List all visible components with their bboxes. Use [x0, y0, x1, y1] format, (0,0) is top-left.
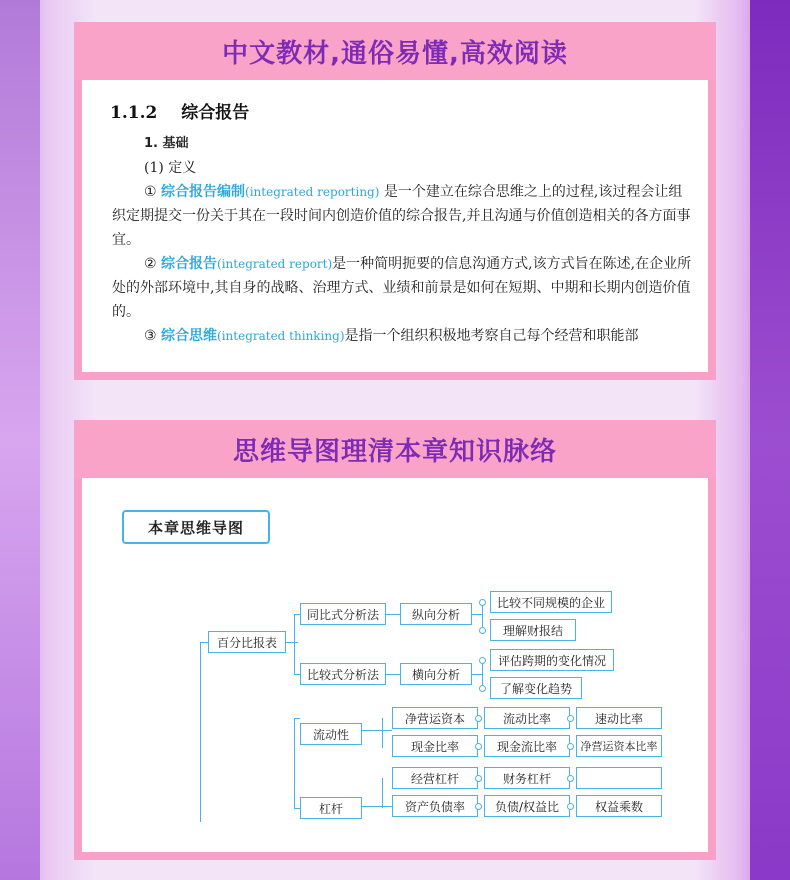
- metric-node: 现金比率: [392, 735, 478, 757]
- metric-node: 净营运资本比率: [576, 735, 662, 757]
- definition-text: 是一个建立在综合思维之上的过程,该过程会让组织定期提交一份关于其在一段时间内创造价值的综合报告,并且沟通与价值创造相关的各方面事宜。: [112, 184, 691, 248]
- node-compare1-child: 纵向分析: [400, 603, 472, 625]
- connector-line: [362, 730, 392, 731]
- item-marker: ②: [144, 256, 157, 272]
- subheading-definition: (1) 定义: [144, 160, 197, 176]
- term: 综合报告编制: [161, 184, 246, 200]
- connector-dot: [567, 775, 574, 782]
- section-heading: [110, 98, 249, 123]
- section-title: 综合报告: [181, 103, 250, 123]
- connector-dot: [567, 715, 574, 722]
- metric-node: [576, 767, 662, 789]
- leaf-node: 理解财报结: [490, 619, 576, 641]
- metric-node: 财务杠杆: [484, 767, 570, 789]
- term-english: (integrated thinking): [217, 329, 345, 343]
- connector-line: [294, 614, 295, 674]
- metric-node: 资产负债率: [392, 795, 478, 817]
- connector-line: [200, 642, 208, 643]
- definition-text: 是指一个组织积极地考察自己每个经营和职能部: [344, 328, 639, 344]
- connector-dot: [479, 657, 486, 664]
- connector-line: [386, 614, 400, 615]
- connector-dot: [475, 775, 482, 782]
- leaf-node: 了解变化趋势: [490, 677, 582, 699]
- term-english: (integrated report): [217, 257, 333, 271]
- right-decor-stripe: [750, 0, 790, 880]
- section-number: 1.1.2: [110, 103, 158, 123]
- connector-dot: [567, 743, 574, 750]
- connector-dot: [567, 803, 574, 810]
- leaf-node: 比较不同规模的企业: [490, 591, 612, 613]
- mindmap-title: 本章思维导图: [122, 510, 270, 544]
- definition-paragraph-2: [112, 252, 696, 324]
- metric-node: 权益乘数: [576, 795, 662, 817]
- node-leverage: 杠杆: [300, 797, 362, 819]
- term: 综合思维: [161, 328, 218, 344]
- metric-node: 速动比率: [576, 707, 662, 729]
- connector-dot: [475, 715, 482, 722]
- banner-title: 思维导图理清本章知识脉络: [74, 420, 716, 478]
- connector-line: [382, 718, 383, 748]
- root-node: 百分比报表: [208, 631, 286, 653]
- definition-text: 是一种简明扼要的信息沟通方式,该方式旨在陈述,在企业所处的外部环境中,其自身的战略、治理方式、业绩和前景是如何在短期、中期和长期内创造价值的。: [112, 256, 692, 320]
- item-marker: ①: [144, 184, 157, 200]
- metric-node: 净营运资本: [392, 707, 478, 729]
- connector-dot: [479, 627, 486, 634]
- connector-dot: [479, 599, 486, 606]
- connector-line: [286, 642, 298, 643]
- connector-line: [200, 642, 201, 822]
- mindmap-panel: [74, 420, 716, 860]
- connector-line: [472, 674, 482, 675]
- connector-dot: [479, 685, 486, 692]
- connector-dot: [475, 803, 482, 810]
- definition-paragraph-3: [112, 324, 696, 348]
- connector-line: [382, 778, 383, 808]
- metric-node: 经营杠杆: [392, 767, 478, 789]
- metric-node: 流动比率: [484, 707, 570, 729]
- connector-line: [294, 718, 300, 719]
- connector-line: [294, 718, 295, 808]
- connector-line: [472, 614, 482, 615]
- connector-line: [386, 674, 400, 675]
- connector-line: [482, 660, 483, 688]
- document-body: [112, 132, 696, 348]
- metric-node: 负债/权益比: [484, 795, 570, 817]
- connector-line: [362, 806, 392, 807]
- banner-title: 中文教材,通俗易懂,高效阅读: [74, 22, 716, 80]
- node-compare1: 同比式分析法: [300, 603, 386, 625]
- term: 综合报告: [161, 256, 218, 272]
- node-liquidity: 流动性: [300, 723, 362, 745]
- subheading-basics: 1. 基础: [144, 136, 189, 151]
- item-marker: ③: [144, 328, 157, 344]
- left-decor-stripe: [0, 0, 40, 880]
- leaf-node: 评估跨期的变化情况: [490, 649, 614, 671]
- textbook-preview-panel: [74, 22, 716, 380]
- node-compare2-child: 横向分析: [400, 663, 472, 685]
- definition-paragraph-1: [112, 180, 696, 252]
- connector-dot: [475, 743, 482, 750]
- node-compare2: 比较式分析法: [300, 663, 386, 685]
- term-english: (integrated reporting): [245, 185, 380, 199]
- connector-line: [482, 602, 483, 630]
- metric-node: 现金流比率: [484, 735, 570, 757]
